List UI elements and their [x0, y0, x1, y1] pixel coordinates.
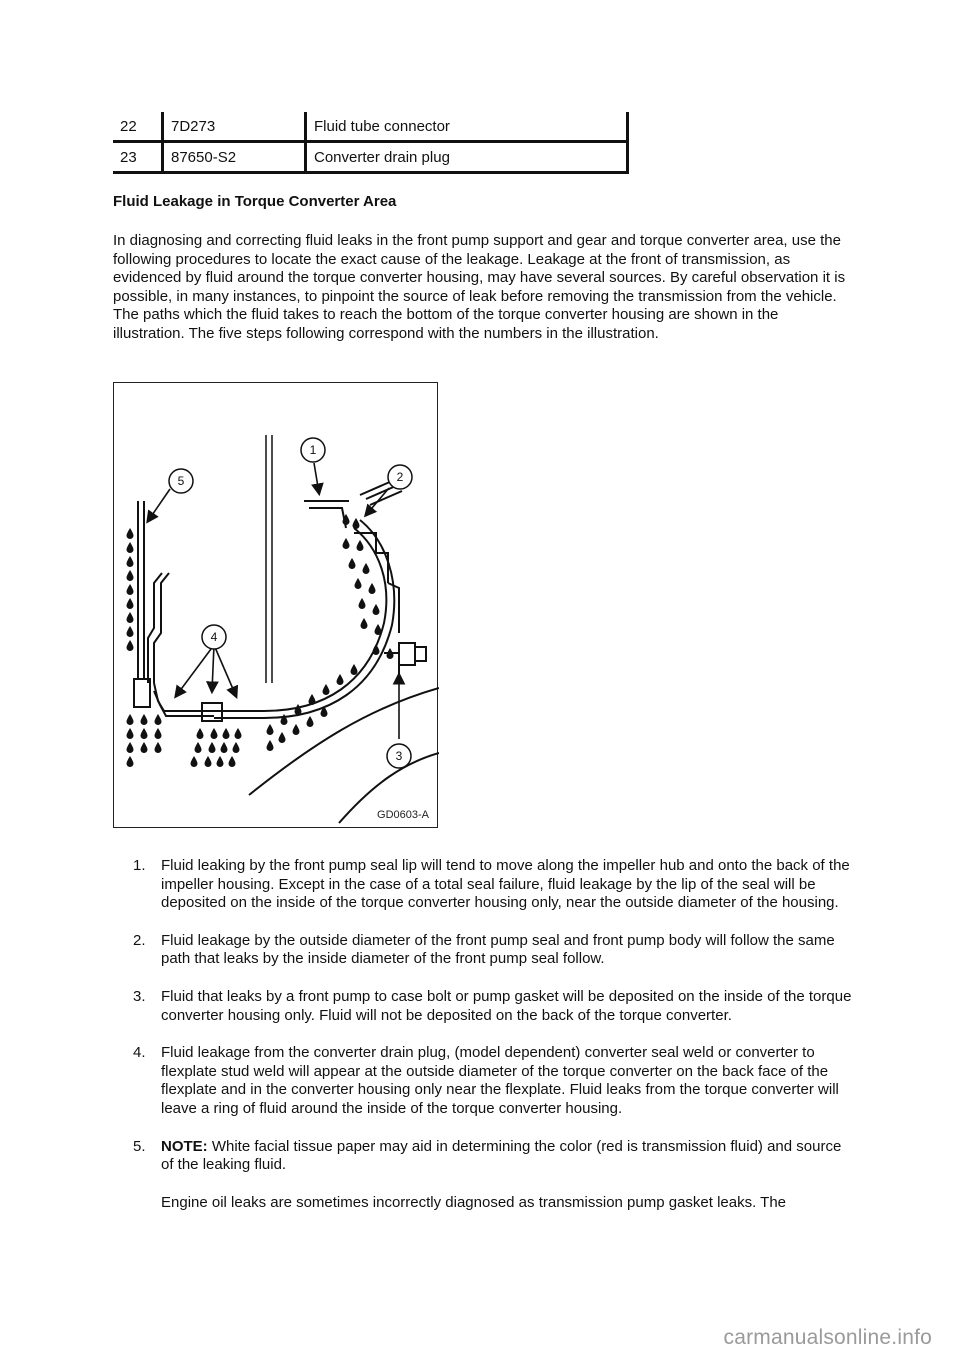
leak-paths-illustration [113, 382, 438, 828]
callout-1: 1 [309, 443, 317, 457]
watermark: carmanualsonline.info [723, 1326, 932, 1349]
step-number: 5. [133, 1137, 146, 1155]
callout-4: 4 [210, 630, 218, 644]
table-row [113, 142, 628, 173]
callout-2: 2 [396, 470, 404, 484]
intro-paragraph: In diagnosing and correcting fluid leaks in the front pump support and gear and torque converter area, use the following procedures to locate the exact cause of the leakage. Leakage at the front of transmission, as evidenced by fluid around the torque converter housing, may have several sources. By careful observation it is possible, in many instances, to pinpoint the source of leak before removing the transmission from the vehicle. The paths which the fluid takes to reach the bottom of the torque converter housing are shown in the illustration. The five steps following correspond with the numbers in the illustration. [113, 232, 846, 342]
list-item [133, 1044, 853, 1118]
shaft-lines [266, 435, 272, 683]
item-cell: 23 [113, 142, 163, 173]
list-item [133, 988, 853, 1025]
list-item [133, 857, 853, 913]
section-heading: Fluid Leakage in Torque Converter Area [113, 193, 397, 210]
item-cell: 22 [113, 112, 163, 142]
illustration-drawing [114, 383, 439, 829]
step-number: 3. [133, 987, 146, 1005]
converter-housing [202, 481, 439, 823]
step-text: Fluid leakage by the outside diameter of the front pump seal and front pump body will follow the same path that leaks by the inside diameter of the front pump seal follow. [161, 931, 835, 968]
parts-table [113, 112, 629, 174]
fluid-drops [127, 514, 394, 767]
part-number-cell: 7D273 [163, 112, 306, 142]
callout-5: 5 [177, 474, 185, 488]
note-label: NOTE: [161, 1137, 208, 1155]
step-number: 2. [133, 931, 146, 949]
procedure-steps [133, 857, 853, 1231]
description-cell: Converter drain plug [306, 142, 628, 173]
housing-wall [134, 501, 214, 716]
part-number-cell: 87650-S2 [163, 142, 306, 173]
callout-3: 3 [395, 749, 403, 763]
step-text: Fluid leaking by the front pump seal lip will tend to move along the impeller hub and onto the back of the impeller housing. Except in the case of a total seal failure, fluid leakage by the lip of the seal will be deposited on the inside of the torque converter housing only, near the outside diameter of the housing. [161, 857, 850, 912]
table-row [113, 112, 628, 142]
list-item [133, 932, 853, 969]
step-note [161, 1138, 853, 1175]
step-number: 4. [133, 1044, 146, 1062]
step-text: Fluid that leaks by a front pump to case bolt or pump gasket will be deposited on the inside of the torque converter housing only. Fluid will not be deposited on the back of the torque converter. [161, 987, 852, 1024]
description-cell: Fluid tube connector [306, 112, 628, 142]
step-number: 1. [133, 857, 146, 874]
figure-id: GD0603-A [377, 809, 429, 821]
list-item [133, 1138, 853, 1213]
step-text: Fluid leakage from the converter drain plug, (model dependent) converter seal weld or converter to flexplate stud weld will appear at the outside diameter of the torque converter on the back face of the flexplate and in the converter housing only near the flexplate. Fluid leaks from the torque converter will leave a ring of fluid around the inside of the torque converter housing. [161, 1044, 839, 1117]
step-text: Engine oil leaks are sometimes incorrectly diagnosed as transmission pump gasket leaks. The [161, 1193, 787, 1211]
note-text: White facial tissue paper may aid in determining the color (red is transmission fluid) and source of the leaking fluid. [161, 1137, 842, 1174]
